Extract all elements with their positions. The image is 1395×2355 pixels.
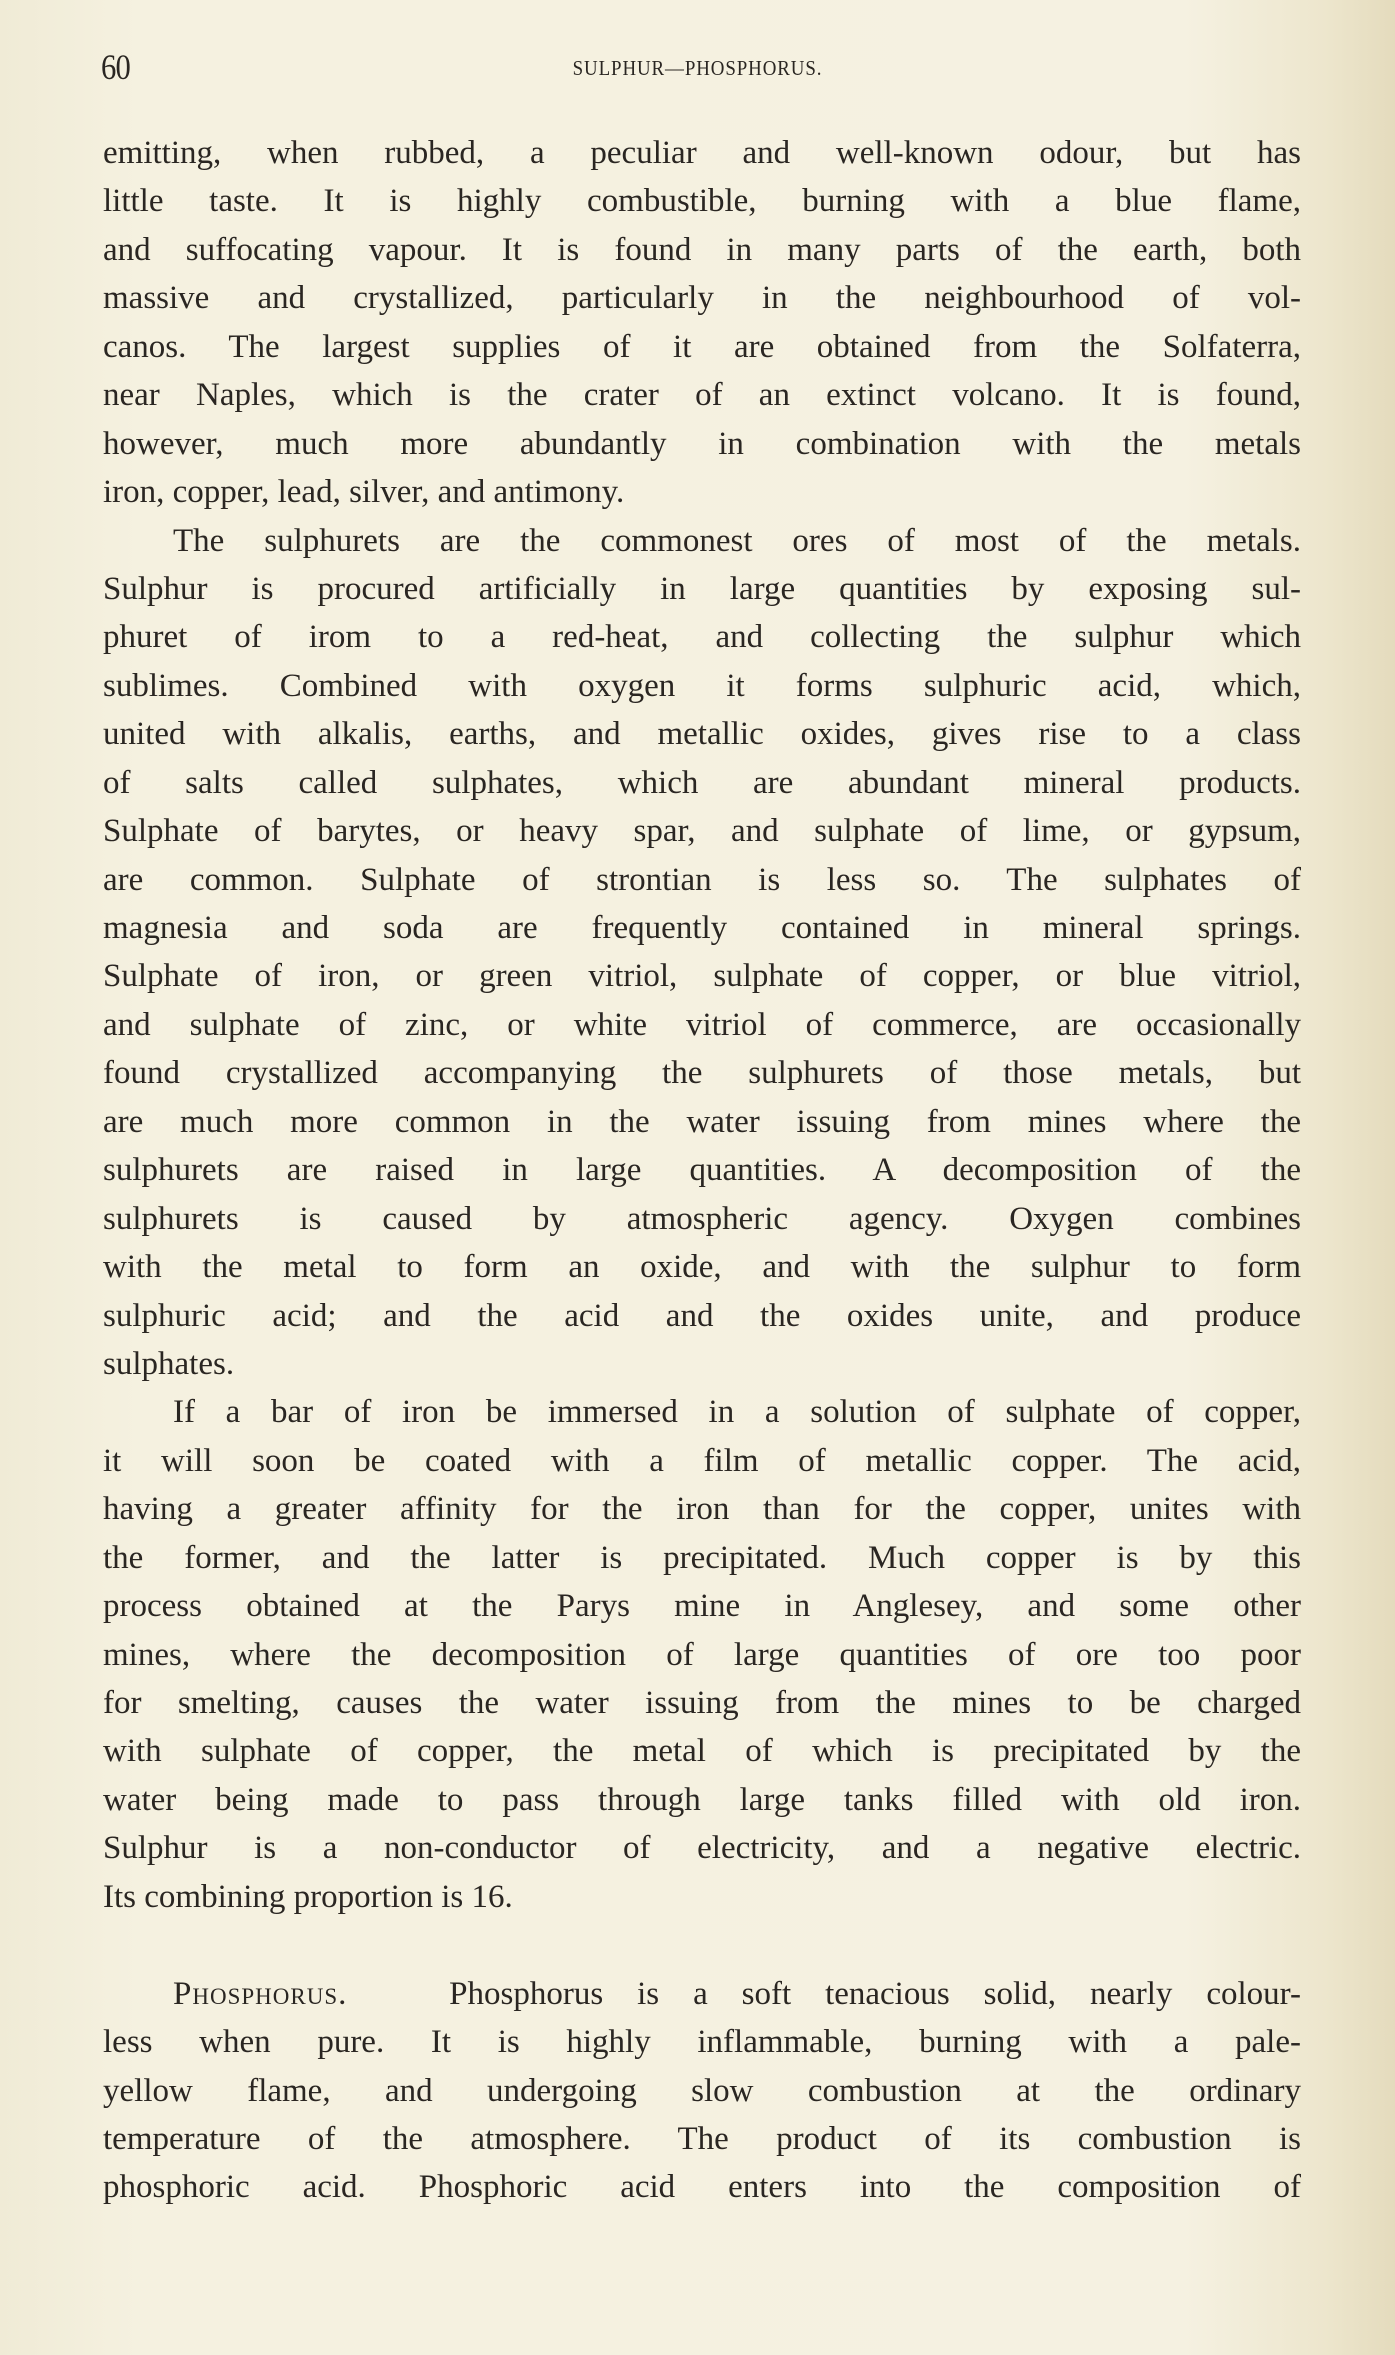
text-line: and suffocating vapour. It is found in many parts of the earth, both <box>103 231 1301 268</box>
page-number: 60 <box>101 47 130 87</box>
text-line: of salts called sulphates, which are abundant mineral products. <box>103 764 1301 801</box>
text-line: the former, and the latter is precipitated. Much copper is by this <box>103 1539 1301 1576</box>
paragraph <box>103 517 1301 1389</box>
body-text <box>103 129 1301 2212</box>
text-line: sublimes. Combined with oxygen it forms sulphuric acid, which, <box>103 667 1301 704</box>
text-line: sulphurets are raised in large quantities. A decomposition of the <box>103 1152 1301 1189</box>
text-line: phuret of irom to a red-heat, and collecting the sulphur which <box>103 619 1301 656</box>
text-line: with the metal to form an oxide, and with the sulphur to form <box>103 1249 1301 1286</box>
text-line: phosphoric acid. Phosphoric acid enters into the composition of <box>103 2169 1301 2206</box>
text-line: The sulphurets are the commonest ores of most of the metals. <box>173 522 1301 559</box>
text-line: massive and crystallized, particularly in the neighbourhood of vol- <box>103 280 1301 317</box>
text-line: united with alkalis, earths, and metallic oxides, gives rise to a class <box>103 716 1301 753</box>
text-line: If a bar of iron be immersed in a solution of sulphate of copper, <box>173 1394 1301 1431</box>
text-line: magnesia and soda are frequently contained in mineral springs. <box>103 910 1301 946</box>
text-line: mines, where the decomposition of large quantities of ore too poor <box>103 1636 1301 1673</box>
text-line: Sulphate of iron, or green vitriol, sulphate of copper, or blue vitriol, <box>103 958 1301 995</box>
text-line: sulphates. <box>103 1345 235 1382</box>
text-line <box>103 1970 1301 2018</box>
text-line: found crystallized accompanying the sulphurets of those metals, but <box>103 1055 1301 1092</box>
text-line: near Naples, which is the crater of an extinct volcano. It is found, <box>103 377 1301 414</box>
text-line: are much more common in the water issuing from mines where the <box>103 1103 1301 1140</box>
section-heading: Phosphorus. <box>173 1975 348 2012</box>
text-line: sulphuric acid; and the acid and the oxides unite, and produce <box>103 1297 1301 1334</box>
phosphorus-paragraph <box>103 1970 1301 2212</box>
text-line: emitting, when rubbed, a peculiar and well-known odour, but has <box>103 135 1301 171</box>
text-line: less when pure. It is highly inflammable, burning with a pale- <box>103 2024 1301 2061</box>
text-line: however, much more abundantly in combination with the metals <box>103 425 1301 462</box>
text-line: it will soon be coated with a film of metallic copper. The acid, <box>103 1442 1301 1479</box>
text-line: Its combining proportion is 16. <box>103 1878 513 1915</box>
text-line-rest: Phosphorus is a soft tenacious solid, nearly colour- <box>449 1975 1301 2012</box>
text-line: Sulphur is a non-conductor of electricity, and a negative electric. <box>103 1830 1301 1867</box>
text-line: Sulphate of barytes, or heavy spar, and sulphate of lime, or gypsum, <box>103 813 1301 850</box>
paragraph <box>103 129 1301 517</box>
text-line: process obtained at the Parys mine in Anglesey, and some other <box>103 1588 1301 1625</box>
sulphur-section <box>103 129 1301 1921</box>
text-line: temperature of the atmosphere. The product of its combustion is <box>103 2120 1301 2157</box>
running-title: SULPHUR—PHOSPHORUS. <box>572 56 823 80</box>
text-line: canos. The largest supplies of it are obtained from the Solfaterra, <box>103 328 1301 365</box>
section-break <box>103 1921 1301 1969</box>
text-line: Sulphur is procured artificially in large quantities by exposing sul- <box>103 570 1301 607</box>
text-line: yellow flame, and undergoing slow combustion at the ordinary <box>103 2072 1301 2109</box>
text-line: with sulphate of copper, the metal of which is precipitated by the <box>103 1733 1301 1770</box>
text-line: iron, copper, lead, silver, and antimony. <box>103 474 625 511</box>
text-line: little taste. It is highly combustible, burning with a blue flame, <box>103 183 1301 220</box>
paragraph <box>103 1388 1301 1921</box>
text-line: for smelting, causes the water issuing from the mines to be charged <box>103 1685 1301 1721</box>
text-line: sulphurets is caused by atmospheric agency. Oxygen combines <box>103 1200 1301 1237</box>
text-line: and sulphate of zinc, or white vitriol of commerce, are occasionally <box>103 1006 1301 1043</box>
text-line: water being made to pass through large tanks filled with old iron. <box>103 1781 1301 1818</box>
text-line: are common. Sulphate of strontian is less so. The sulphates of <box>103 861 1301 898</box>
text-line: having a greater affinity for the iron than for the copper, unites with <box>103 1491 1301 1528</box>
